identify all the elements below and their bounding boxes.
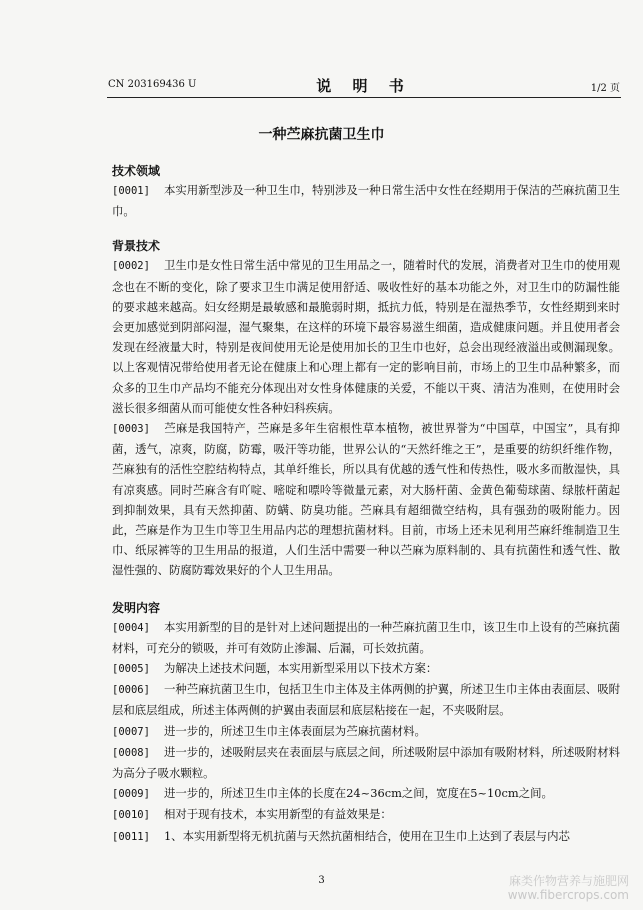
paragraph-number: [0008]	[112, 746, 150, 759]
paragraph-text: 苎麻是我国特产，苎麻是多年生宿根性草本植物，被世界誉为“中国草，中国宝”，具有抑菌，透气，凉爽，防腐，防霉，吸汗等功能，世界公认的“天然纤维之王”，是重要的纺织纤维作物，苎麻独有的活性空腔结构特点，其单纤维长，所以具有优越的透气性和传热性，吸水多而散湿快，具有凉爽感。同时苎麻含有吖啶、嘧啶和嘌呤等微量元素，对大肠杆菌、金黄色葡萄球菌、绿脓杆菌起到抑制效果，具有天然抑菌、防螨、防臭功能。苎麻具有超细微空结构，具有强劲的吸附能力。因此，苎麻是作为卫生巾等卫生用品内芯的理想抗菌材料。目前，市场上还未见利用苎麻纤维制造卫生巾、纸尿裤等的卫生用品的报道，人们生活中需要一种以苎麻为原料制的、具有抗菌性和透气性、散湿性强的、防腐防霉效果好的个人卫生用品。	[112, 421, 620, 578]
paragraph	[112, 721, 620, 742]
paragraph-number: [0005]	[112, 663, 150, 676]
page-header	[108, 75, 620, 95]
paragraph	[112, 180, 620, 221]
paragraph	[112, 826, 620, 847]
paragraph	[112, 418, 620, 581]
paragraph-text: 卫生巾是女性日常生活中常见的卫生用品之一，随着时代的发展，消费者对卫生巾的使用观念也在不断的变化，除了要求卫生巾满足使用舒适、吸收性好的基本功能之外，对卫生巾的防漏性能的要求越来越高。妇女经期是最敏感和最脆弱时期，抵抗力低，特别是在湿热季节，女性经期到来时会更加感觉到阴部闷湿，湿气聚集，在这样的环境下最容易滋生细菌，造成健康问题。并且使用者会发现在经液量大时，特别是夜间使用无论是使用加长的卫生巾也好，总会出现经液溢出或侧漏现象。以上客观情况带给使用者无论在健康上和心理上都有一定的影响目前，市场上的卫生巾品种繁多，而众多的卫生巾产品均不能充分体现出对女性身体健康的关爱，不能以干爽、清洁为准则，在使用时会滋长很多细菌从而可能使女性各种妇科疾病。	[112, 258, 620, 415]
section-heading: 技术领域	[112, 164, 161, 178]
paragraph-number: [0007]	[112, 725, 150, 738]
document-title: 一种苎麻抗菌卫生巾	[258, 127, 385, 143]
paragraph	[112, 804, 620, 825]
page-indicator: 1/2 页	[590, 83, 620, 94]
paragraph-text: 相对于现有技术，本实用新型的有益效果是：	[163, 807, 392, 822]
paragraph-number: [0003]	[112, 423, 150, 436]
watermark-title: 麻类作物营养与施肥网	[508, 874, 629, 888]
section-heading: 发明内容	[112, 600, 161, 615]
paragraph	[112, 742, 620, 783]
paragraph	[112, 255, 620, 418]
paragraph-text: 本实用新型的目的是针对上述问题提出的一种苎麻抗菌卫生巾，该卫生巾上设有的苎麻抗菌材料，可充分的锁吸，并可有效防止渗漏、后漏，可长效抗菌。	[112, 619, 620, 655]
paragraph-number: [0010]	[112, 809, 150, 822]
paragraph	[112, 658, 620, 679]
paragraph-text: 进一步的，所述卫生巾主体表面层为苎麻抗菌材料。	[163, 723, 426, 738]
paragraph-text: 一种苎麻抗菌卫生巾，包括卫生巾主体及主体两侧的护翼，所述卫生巾主体由表面层、吸附层和底层组成，所述主体两侧的护翼由表面层和底层粘接在一起，不夹吸附层。	[112, 682, 620, 718]
watermark	[508, 874, 629, 902]
paragraph-text: 进一步的，所述卫生巾主体的长度在24~36cm之间，宽度在5~10cm之间。	[163, 786, 553, 801]
document-type: 说 明 书	[316, 77, 412, 95]
paragraph	[112, 783, 620, 804]
paragraph-text: 为解决上述技术问题，本实用新型采用以下技术方案：	[163, 661, 438, 676]
paragraph-number: [0004]	[112, 621, 150, 634]
document-body	[112, 160, 620, 847]
paragraph-number: [0009]	[112, 788, 150, 801]
paragraph-number: [0001]	[112, 185, 150, 197]
paragraph-number: [0011]	[112, 830, 150, 843]
paragraph-text: 本实用新型涉及一种卫生巾，特别涉及一种日常生活中女性在经期用于保洁的苎麻抗菌卫生巾。	[112, 183, 620, 219]
paragraph-number: [0002]	[112, 260, 150, 273]
patent-number: CN 203169436 U	[108, 79, 197, 90]
watermark-url: www.fibercrops.com	[507, 888, 629, 902]
paragraph-text: 进一步的，述吸附层夹在表面层与底层之间，所述吸附层中添加有吸附材料，所述吸附材料为高分子吸水颗粒。	[112, 744, 620, 781]
paragraph	[112, 679, 620, 720]
paragraph-text: 1、本实用新型将无机抗菌与天然抗菌相结合，使用在卫生巾上达到了表层与内芯	[163, 828, 570, 843]
section-heading: 背景技术	[112, 239, 161, 254]
page-number: 3	[318, 875, 325, 886]
paragraph	[112, 617, 620, 658]
paragraph-number: [0006]	[112, 684, 150, 697]
header-rule	[107, 97, 621, 98]
